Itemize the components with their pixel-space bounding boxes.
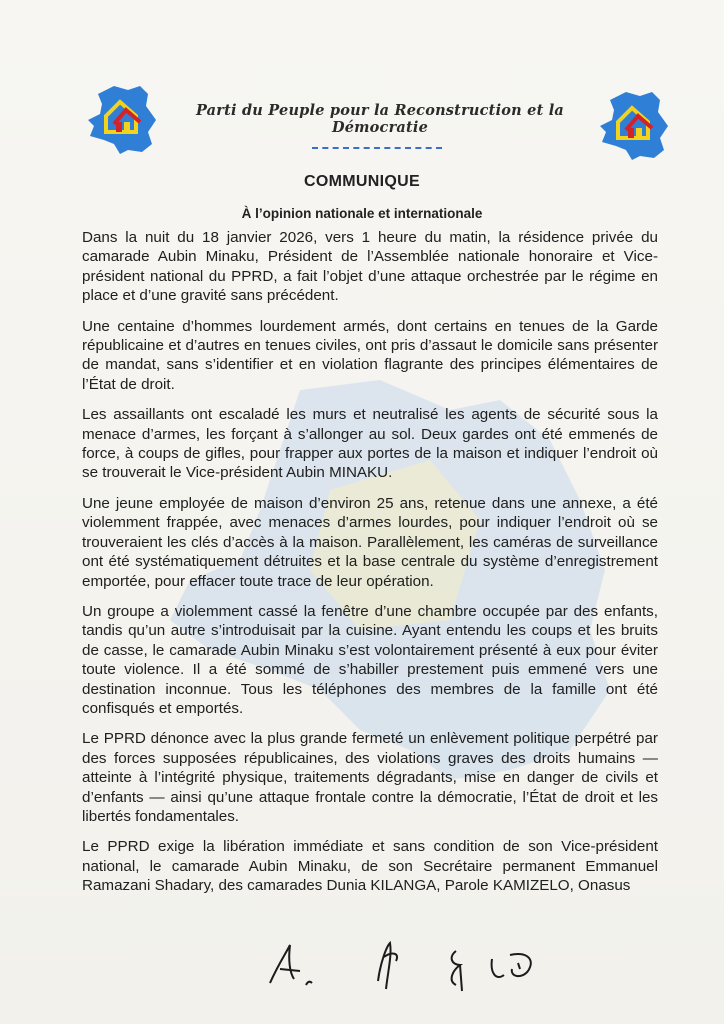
paragraph-2: Une centaine d’hommes lourdement armés, dont certains en tenues de la Garde républicaine et d’autres en tenues civiles, ont pris d’assaut le domicile sans présenter de mandat, sans s’identifier et en violation flagrante des principes élémentaires de l’État de droit. xyxy=(82,317,658,393)
communique-body xyxy=(82,228,658,907)
paragraph-7: Le PPRD exige la libération immédiate et sans condition de son Vice-président national, le camarade Aubin Minaku, de son Secrétaire permanent Emmanuel Ramazani Shadary, des camarades Dunia KILANGA, Parole KAMIZELO, Onasus xyxy=(82,838,658,895)
letterhead xyxy=(0,80,724,170)
header-dashed-divider xyxy=(312,147,442,149)
handwritten-signatures-icon xyxy=(260,935,560,995)
paragraph-3: Les assaillants ont escaladé les murs et neutralisé les agents de sécurité sous la menace d’armes, les forçant à s’allonger au sol. Deux gardes ont été emmenés de force, à coups de gifles, pour frapper aux portes de la maison et indiquer l’endroit où se trouverait le Vice-président Aubin MINAKU. xyxy=(82,406,658,482)
document-title: COMMUNIQUE xyxy=(304,173,420,190)
paragraph-5: Un groupe a violemment cassé la fenêtre d’une chambre occupée par des enfants, tandis qu’un autre s’introduisait par la cuisine. Ayant entendu les coups et les bruits de casse, le camarade Aubin Minaku s’est volontairement présenté à eux pour éviter toute violence. Il a été sommé de s’habiller prestement puis emmené vers une destination inconnue. Tous les téléphones des membres de la famille ont été confisqués et emportés. xyxy=(82,602,658,717)
document-subtitle: À l’opinion nationale et internationale xyxy=(241,206,483,221)
paragraph-1: Dans la nuit du 18 janvier 2026, vers 1 heure du matin, la résidence privée du camarade Aubin Minaku, Président de l’Assemblée nationale honoraire et Vice-président national du PPRD, a fait l’objet d’une attaque orchestrée par le régime en place et d’une gravité sans précédent. xyxy=(82,229,658,305)
party-name: Parti du Peuple pour la Reconstruction et la Démocratie xyxy=(195,102,565,136)
pprd-logo-map-icon xyxy=(596,86,676,166)
paragraph-4: Une jeune employée de maison d’environ 25 ans, retenue dans une annexe, a été violemment frappée, avec menaces d’armes lourdes, pour indiquer l’endroit où se trouveraient les clés d’accès à la maison. Parallèlement, les caméras de surveillance ont été systématiquement détruites et la base centrale du système d’enregistrement emportée, pour effacer toute trace de leur opération. xyxy=(82,494,658,590)
paragraph-6: Le PPRD dénonce avec la plus grande fermeté un enlèvement politique perpétré par des forces supposées républicaines, des violations graves des droits humains — atteinte à l’intégrité physique, traitements dégradants, mise en danger de civils et d’enfants — ainsi qu’une attaque frontale contre la démocratie, l’État de droit et les libertés fondamentales. xyxy=(82,730,658,825)
